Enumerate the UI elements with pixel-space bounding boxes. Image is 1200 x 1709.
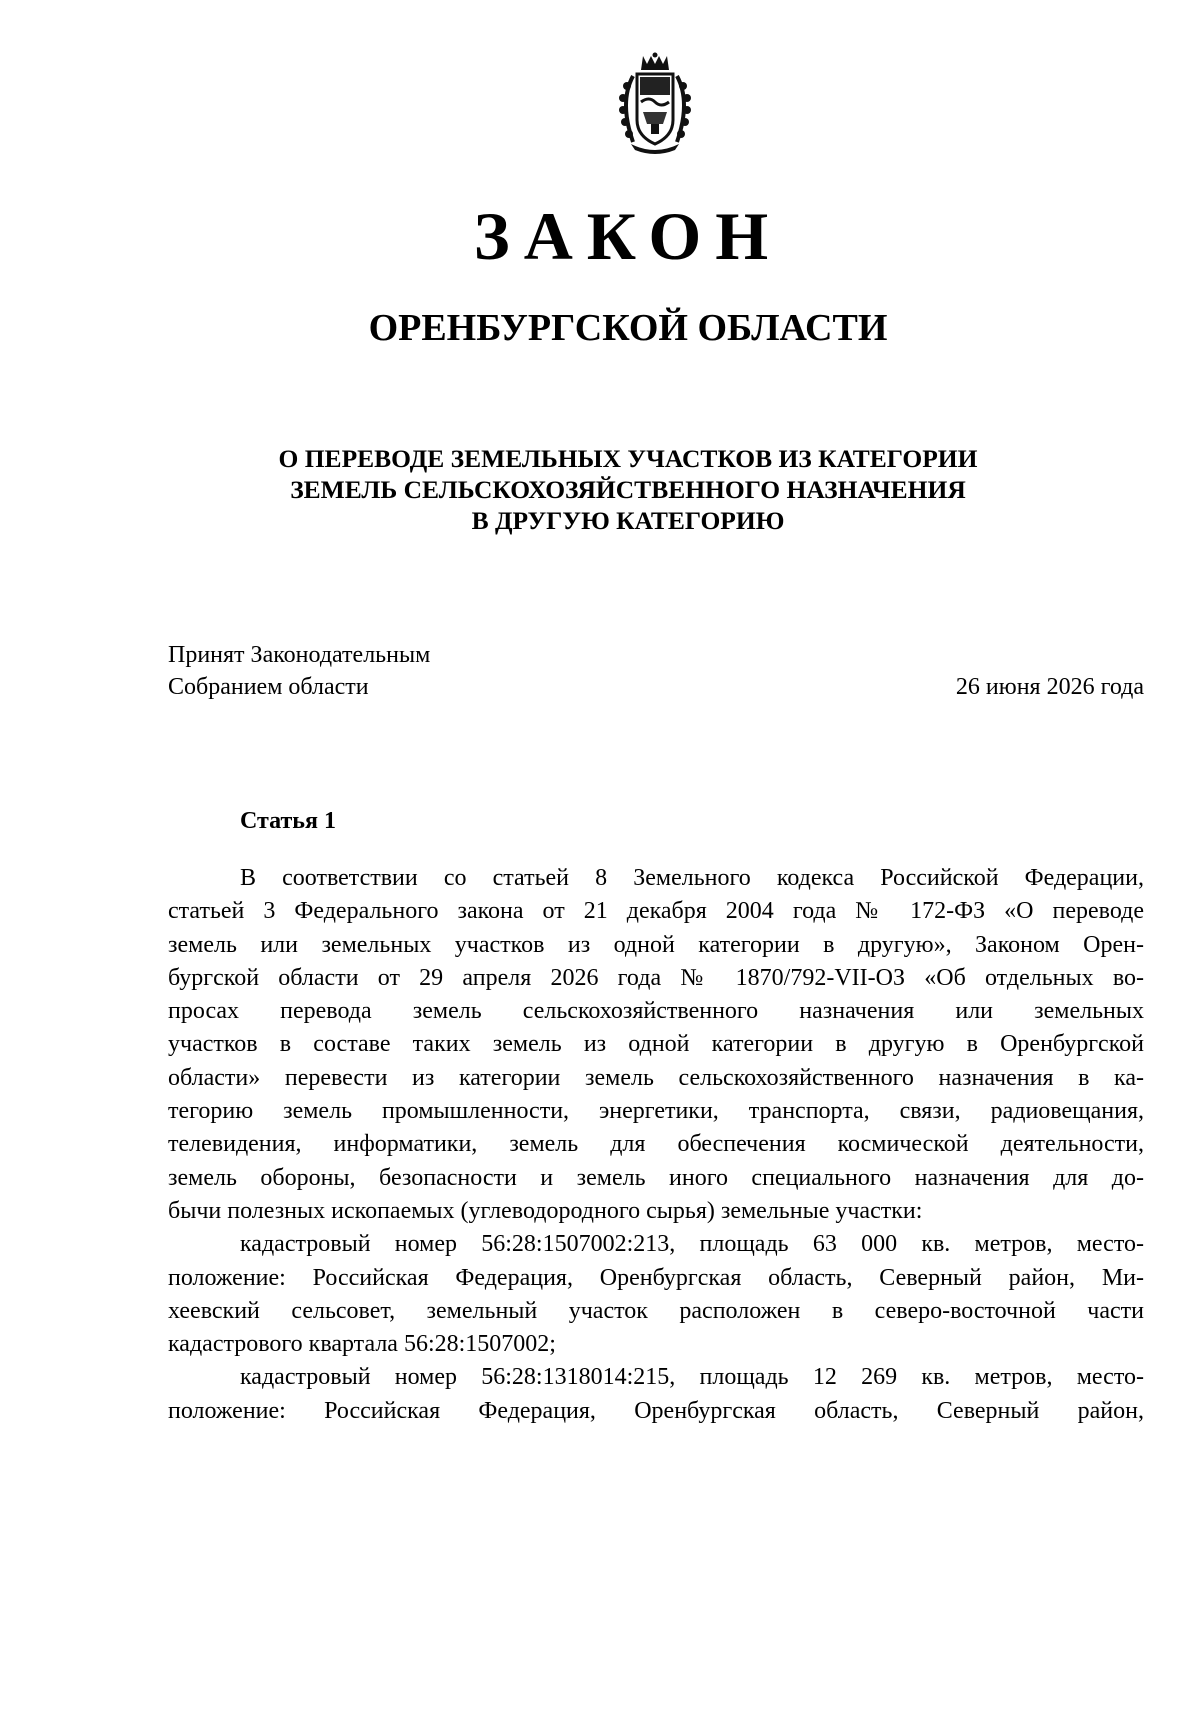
body-line: просах перевода земель сельскохозяйственного назначения или земельных — [168, 998, 1144, 1025]
article-title: Статья 1 — [240, 808, 336, 834]
adoption-block — [168, 639, 430, 703]
body-line: положение: Российская Федерация, Оренбургская область, Северный район, — [168, 1397, 1144, 1424]
subject-line: В ДРУГУЮ КАТЕГОРИЮ — [471, 506, 785, 535]
subject-line: ЗЕМЕЛЬ СЕЛЬСКОХОЗЯЙСТВЕННОГО НАЗНАЧЕНИЯ — [290, 475, 966, 504]
coat-of-arms-icon — [611, 52, 699, 156]
document-subject — [0, 443, 1200, 536]
body-line: бургской области от 29 апреля 2026 года № 1870/792-VII-ОЗ «Об отдельных во- — [168, 964, 1144, 991]
subject-line: О ПЕРЕВОДЕ ЗЕМЕЛЬНЫХ УЧАСТКОВ ИЗ КАТЕГОРИИ — [278, 444, 978, 473]
law-title: ЗАКОН — [473, 198, 783, 274]
body-line: кадастровый номер 56:28:1507002:213, площадь 63 000 кв. метров, место- — [240, 1231, 1144, 1258]
body-line: хеевский сельсовет, земельный участок расположен в северо-восточной части — [168, 1297, 1144, 1324]
body-line: области» перевести из категории земель сельскохозяйственного назначения в ка- — [168, 1064, 1144, 1091]
body-line: кадастрового квартала 56:28:1507002; — [168, 1331, 556, 1358]
body-line: бычи полезных ископаемых (углеводородного сырья) земельные участки: — [168, 1197, 923, 1224]
body-line: телевидения, информатики, земель для обеспечения космической деятельности, — [168, 1131, 1144, 1158]
region-title: ОРЕНБУРГСКОЙ ОБЛАСТИ — [368, 307, 888, 349]
body-line: кадастровый номер 56:28:1318014:215, площадь 12 269 кв. метров, место- — [240, 1364, 1144, 1391]
body-line: статьей 3 Федерального закона от 21 декабря 2004 года № 172-ФЗ «О переводе — [168, 898, 1144, 925]
article-body — [168, 862, 1144, 1428]
body-line: тегорию земель промышленности, энергетики, транспорта, связи, радиовещания, — [168, 1098, 1144, 1125]
adoption-line: Принят Законодательным — [168, 642, 431, 668]
body-line: В соответствии со статьей 8 Земельного кодекса Российской Федерации, — [240, 865, 1144, 891]
adoption-line: Собранием области — [168, 674, 369, 700]
body-line: земель или земельных участков из одной категории в другую», Законом Орен- — [168, 931, 1144, 958]
body-line: участков в составе таких земель из одной категории в другую в Оренбургской — [168, 1031, 1144, 1058]
body-line: положение: Российская Федерация, Оренбургская область, Северный район, Ми- — [168, 1264, 1144, 1291]
adoption-date: 26 июня 2026 года — [955, 674, 1144, 700]
body-line: земель обороны, безопасности и земель иного специального назначения для до- — [168, 1164, 1144, 1191]
